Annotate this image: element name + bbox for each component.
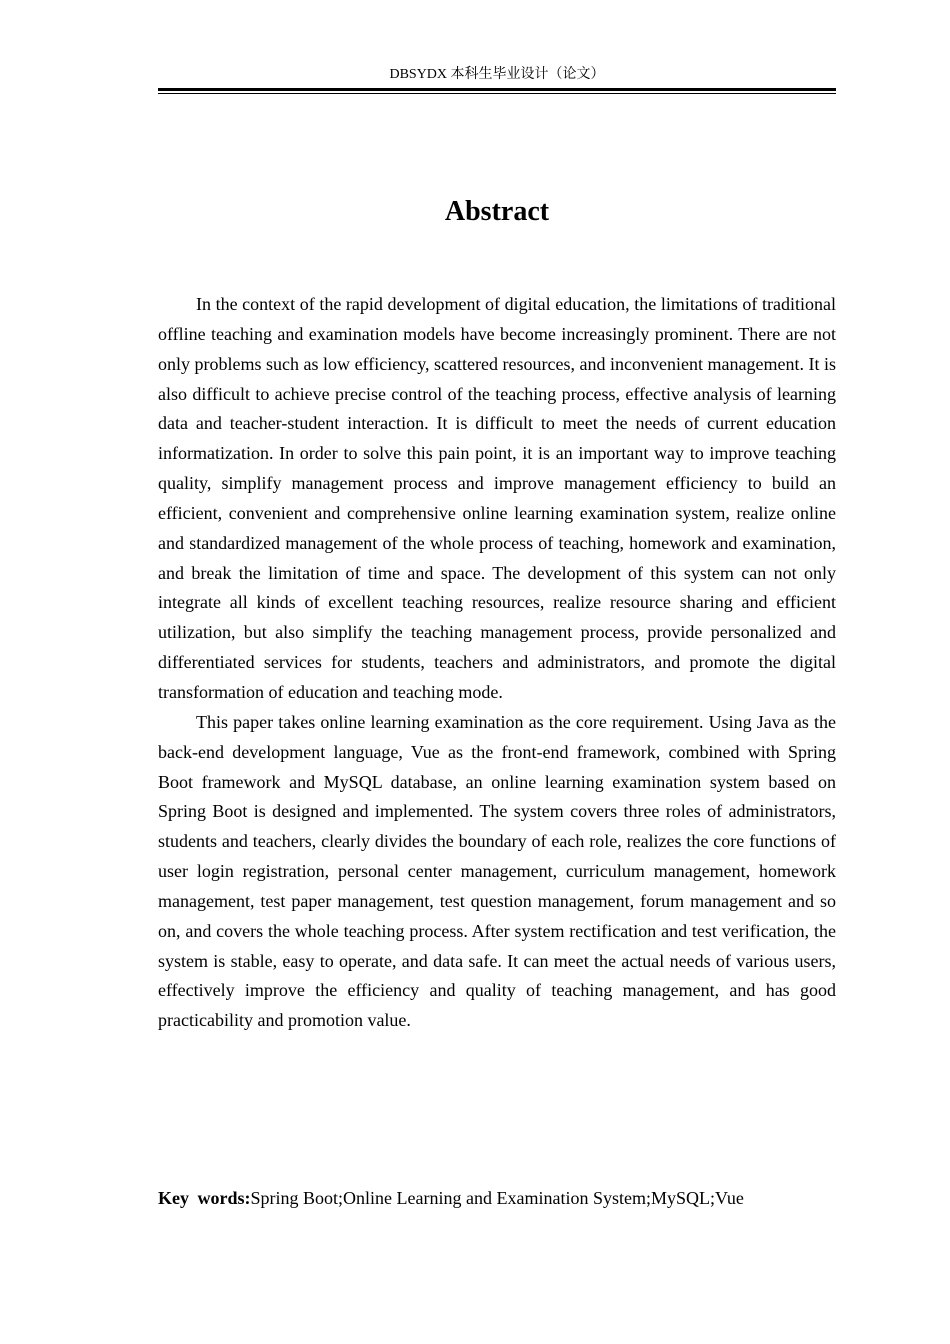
header-rule-thick [158,88,836,91]
abstract-paragraph-2: This paper takes online learning examination as the core requirement. Using Java as the back-end development language, Vue as the front-end framework, combined with Spring Boot framework and MySQL database, an online learning examination system based on Spring Boot is designed and implemented. The system covers three roles of administrators, students and teachers, clearly divides the boundary of each role, realizes the core functions of user login registration, personal center management, curriculum management, homework management, test paper management, test question management, forum management and so on, and covers the whole teaching process. After system rectification and test verification, the system is stable, easy to operate, and data safe. It can meet the actual needs of various users, effectively improve the efficiency and quality of teaching management, and has good practicability and promotion value. [158,711,836,1031]
running-header: DBSYDX 本科生毕业设计（论文） [389,67,605,82]
abstract-title: Abstract [444,196,550,227]
header-rule-thin [158,93,836,94]
abstract-body [158,290,836,1036]
abstract-paragraph-1: In the context of the rapid development of digital education, the limitations of traditional offline teaching and examination models have become increasingly prominent. There are not only problems such as low efficiency, scattered resources, and inconvenient management. It is also difficult to achieve precise control of the teaching process, effective analysis of learning data and teacher-student interaction. It is difficult to meet the needs of current education informatization. In order to solve this pain point, it is an important way to improve teaching quality, simplify management process and improve management efficiency to build an efficient, convenient and comprehensive online learning examination system, realize online and standardized management of the whole process of teaching, homework and examination, and break the limitation of time and space. The development of this system can not only integrate all kinds of excellent teaching resources, realize resource sharing and efficient utilization, but also simplify the teaching management process, provide personalized and differentiated services for students, teachers and administrators, and promote the digital transformation of education and teaching mode. [158,294,836,702]
keywords-line [158,1184,858,1212]
keywords-value: Spring Boot;Online Learning and Examination System;MySQL;Vue [250,1188,744,1208]
keywords-label: Key words: [158,1188,251,1208]
